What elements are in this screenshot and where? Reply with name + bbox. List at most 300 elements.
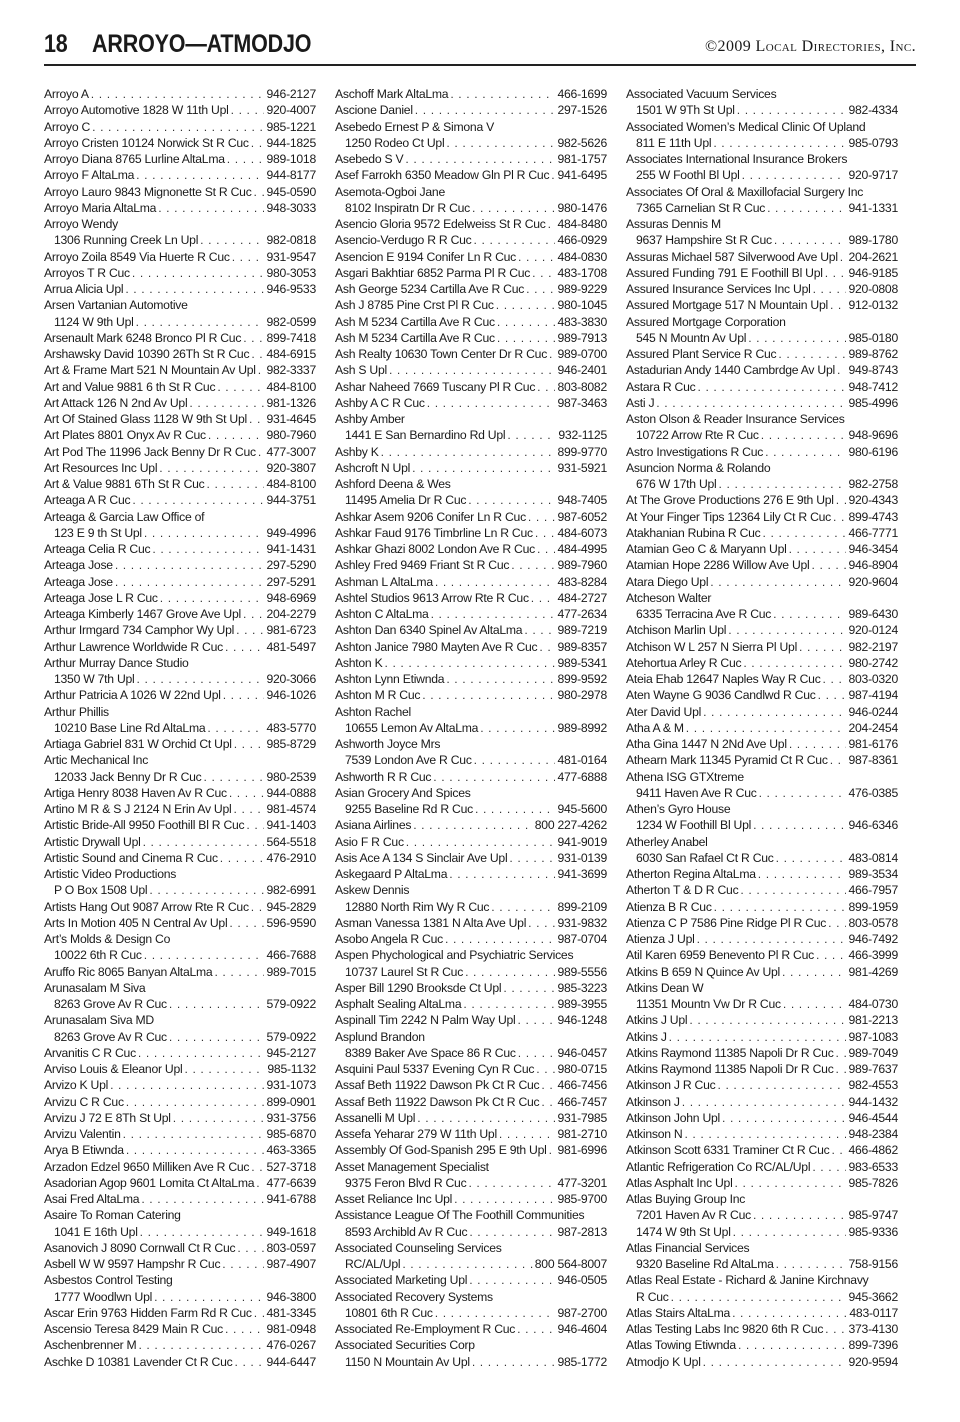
listing-phone: 982-2758 [848,477,898,491]
dot-leader [468,492,555,508]
listing-name: Assured Mortgage Corporation [626,314,786,329]
listing-entry [335,200,607,216]
listing-phone: 989-8762 [848,347,898,361]
listing-phone: 920-9594 [848,1354,898,1369]
dot-leader [669,1029,847,1045]
listing-name: Assefa Yeharar 279 W 11th Upl [335,1127,497,1141]
listing-phone: 484-8100 [266,477,316,491]
listing-name: Atkinson J [626,1094,680,1109]
listing-entry [44,119,316,135]
listing-entry [44,882,316,898]
listing-name: Arroyos T R Cuc [44,265,130,280]
listing-name: Atlas Buying Group Inc [626,1192,746,1206]
listing-phone: 483-3830 [557,314,607,329]
listing-entry [44,817,316,833]
dot-leader [497,314,556,330]
listing-entry [626,1337,898,1353]
listing-phone: 946-3800 [266,1289,316,1304]
listing-phone: 980-1045 [557,298,607,313]
listing-name: Art Pod The 11996 Jack Benny Dr R Cuc [44,444,256,459]
listing-name: Atkins Dean W [626,980,704,995]
listing-entry [44,850,316,866]
listing-entry [44,249,316,265]
listing-name: Artists Hang Out 9087 Arrow Rte R Cuc [44,899,249,914]
listing-entry [626,947,898,963]
listing-phone: 527-3718 [266,1159,316,1174]
listing-phone: 297-5291 [266,574,316,589]
dot-leader [229,785,265,801]
dot-leader [169,1029,265,1045]
listing-entry [626,671,898,687]
listing-phone: 985-0793 [848,135,898,150]
listing-phone: 989-7015 [266,964,316,979]
listing-entry [44,590,316,606]
dot-leader [497,330,556,346]
listing-entry [44,265,316,281]
listing-name: Arthur Patricia A 1026 W 22nd Upl [44,688,221,703]
listing-phone: 981-4269 [848,964,898,979]
listing-phone: 944-1432 [848,1094,898,1109]
listing-phone: 980-2539 [266,769,316,784]
listing-name: Atmodjo K Upl [626,1354,701,1369]
listing-name: 255 W Foothl Bl Upl [636,168,740,183]
dot-leader [536,1061,555,1077]
dot-leader [518,1045,556,1061]
dot-leader [758,866,847,882]
dot-leader [254,184,265,200]
dot-leader [154,1289,264,1305]
dot-leader [251,1159,264,1175]
listing-entry [626,346,898,362]
listing-entry [335,216,607,232]
listing-phone: 920-9717 [848,168,898,183]
listing-phone: 948-6969 [266,590,316,605]
listing-entry [44,671,316,687]
listing-name: 8593 Archibld Av R Cuc [345,1224,468,1239]
listing-name: 9320 Baseline Rd AltaLma [636,1257,774,1271]
listing-entry [335,1272,607,1288]
listing-name: Atkins J [626,1029,667,1044]
listing-entry [44,1175,316,1191]
listing-phone: 987-2700 [557,1305,607,1320]
dot-leader [743,655,846,671]
listing-phone: 985-9700 [557,1192,607,1206]
dot-leader [200,232,264,248]
listing-name: Ash M 5234 Cartilla Ave R Cuc [335,314,495,329]
listing-entry [335,281,607,297]
listing-name: Arvizu Valentin [44,1127,121,1141]
listing-entry [335,704,607,720]
listing-phone: 564-5518 [266,834,316,849]
listing-name: Arroyo A [44,87,89,101]
listing-phone: 477-3007 [266,444,316,459]
listing-entry [44,785,316,801]
listing-phone: 204-2454 [848,720,898,735]
listing-name: Assuras Dennis M [626,217,721,231]
dot-leader [214,964,264,980]
listing-entry [626,509,898,525]
dot-leader [541,1094,555,1110]
listing-entry [626,1272,898,1288]
listing-name: Assembly Of God-Spanish 295 E 9th Upl [335,1143,547,1158]
listing-entry [335,736,607,752]
listing-entry [44,1256,316,1272]
listing-entry [335,119,607,135]
listing-name: Atha A & M [626,720,684,735]
listing-entry [626,1240,898,1256]
listing-name: 8263 Grove Av R Cuc [54,1029,167,1044]
listing-phone: 466-7771 [848,525,898,540]
listing-phone: 989-5341 [557,655,607,670]
listing-entry [44,996,316,1012]
listing-phone: 989-7219 [557,623,607,638]
listing-name: Aruffo Ric 8065 Banyan AltaLma [44,964,213,979]
listing-phone: 980-0715 [557,1062,607,1076]
listing-entry [335,1029,607,1045]
dot-leader [689,1012,846,1028]
listing-name: Atkinson John Upl [626,1110,720,1125]
listing-name: Arshawsky David 10390 26Th St R Cuc [44,347,250,361]
dot-leader [541,1077,555,1093]
dot-leader [496,297,556,313]
dot-leader [141,1191,264,1207]
dot-leader [449,866,555,882]
listing-name: Asset Management Specialist [335,1159,489,1174]
listing-entry [335,1224,607,1240]
listing-entry [335,1240,607,1256]
listing-name: Atkins B 659 N Quince Av Upl [626,964,781,979]
listing-name: Ateia Ehab 12647 Naples Way R Cuc [626,672,821,686]
listing-entry [335,362,607,378]
dot-leader [469,1224,555,1240]
dot-leader [703,704,846,720]
listing-name: Ash S Upl [335,363,387,378]
listing-name: Asis Ace A 134 S Sinclair Ave Upl [335,850,508,865]
listing-phone: 989-7637 [848,1062,898,1076]
listing-name: Atienza B R Cuc [626,899,712,914]
dot-leader [740,882,846,898]
listing-phone: 476-0385 [848,785,898,800]
listing-entry [626,86,898,102]
listing-name: Associated Re-Employment R Cuc [335,1322,516,1336]
dot-leader [258,362,265,378]
listing-name: Associated Women’s Medical Clinic Of Upland [626,119,866,134]
listing-name: Ashtel Studios 9613 Arrow Rte R Cuc [335,590,529,605]
listing-phone: 941-1403 [266,818,316,833]
listing-phone: 987-4194 [848,688,898,703]
listing-entry [626,135,898,151]
listing-name: 8263 Grove Av R Cuc [54,997,167,1011]
dot-leader [767,200,846,216]
listing-name: Asman Vanessa 1381 N Alta Ave Upl [335,915,527,930]
listing-phone: 985-1772 [557,1354,607,1369]
listing-column-3 [626,86,898,1370]
listing-entry [626,1224,898,1240]
listing-entry [626,655,898,671]
listing-entry [44,704,316,720]
dot-leader [251,346,264,362]
dot-leader [222,1256,264,1272]
listing-name: Ashman L AltaLma [335,574,433,589]
dot-leader [251,899,265,915]
listing-name: Atakhanian Rubina R Cuc [626,525,761,540]
listing-entry [44,834,316,850]
page-number: 18 [44,30,68,58]
dot-leader [173,1110,265,1126]
listing-entry [626,1077,898,1093]
listing-phone: 476-2910 [266,850,316,865]
dot-leader [735,1175,847,1191]
dot-leader [531,590,556,606]
listing-name: Assaf Beth 11922 Dawson Pk Ct R Cuc [335,1094,540,1109]
listing-phone: 981-1757 [557,152,607,166]
listing-name: Asquini Paul 5337 Evening Cyn R Cuc [335,1062,535,1076]
listing-phone: 945-5600 [557,802,607,816]
listing-name: 8389 Baker Ave Space 86 R Cuc [345,1045,516,1060]
listing-name: Ashton M R Cuc [335,688,421,703]
listing-name: Artiga Henry 8038 Haven Av R Cuc [44,785,227,800]
listing-name: 1041 E 16th Upl [54,1224,138,1239]
listing-name: 676 W 17th Upl [636,477,717,491]
listing-name: Atil Karen 6959 Benevento Pl R Cuc [626,948,814,963]
listing-entry [335,785,607,801]
dot-leader [491,899,555,915]
dot-leader [830,297,847,313]
listing-name: Atkinson N [626,1127,683,1141]
listing-phone: 931-5921 [557,460,607,475]
dot-leader [818,687,847,703]
listing-entry [44,492,316,508]
listing-name: Art Plates 8801 Onyx Av R Cuc [44,428,206,443]
listing-phone: 946-0244 [848,704,898,719]
dot-leader [126,1142,265,1158]
dot-leader [427,395,556,411]
listing-entry [335,622,607,638]
listing-phone: 204-2621 [848,249,898,264]
listing-name: Arvizu J 72 E 8Th St Upl [44,1110,171,1125]
listing-entry [626,1029,898,1045]
listing-entry [626,785,898,801]
dot-leader [682,1094,847,1110]
listing-entry [335,297,607,313]
listing-phone: 920-4343 [848,493,898,508]
listing-phone: 985-8729 [266,737,316,751]
listing-entry [44,899,316,915]
listing-name: Ash M 5234 Cartilla Ave R Cuc [335,330,495,345]
listing-entry [626,1012,898,1028]
listing-phone: 899-7418 [266,330,316,345]
listing-name: Assured Funding 791 E Foothill Bl Upl [626,265,823,280]
listing-entry [335,671,607,687]
dot-leader [511,557,555,573]
listing-name: Ashley Fred 9469 Friant St R Cuc [335,558,510,573]
listing-phone: 803-0578 [848,915,898,930]
dot-leader [782,964,846,980]
listing-name: Atlas Stairs AltaLma [626,1305,731,1320]
dot-leader [143,834,265,850]
listing-entry [335,639,607,655]
listing-entry [626,411,898,427]
listing-name: Associated Securities Corp [335,1338,475,1353]
dot-leader [776,850,847,866]
listing-name: 811 E 11th Upl [636,135,712,150]
listing-name: Arunasalam Siva MD [44,1013,154,1028]
dot-leader [412,460,555,476]
listing-name: Asobo Angela R Cuc [335,932,443,946]
listing-phone: 803-0320 [848,672,898,686]
dot-leader [243,606,265,622]
listing-phone: 466-0929 [557,233,607,248]
listing-name: 1250 Rodeo Ct Upl [345,135,445,150]
listing-entry [626,1094,898,1110]
listing-name: Assured Insurance Services Inc Upl [626,282,811,296]
dot-leader [115,557,265,573]
listing-entry [626,574,898,590]
listing-name: Asaire To Roman Catering [44,1208,181,1223]
listing-name: Art Attack 126 N 2nd Av Upl [44,395,188,410]
listing-entry [626,216,898,232]
listing-name: Arroyo Lauro 9843 Mignonette St R Cuc [44,184,252,199]
listing-phone: 466-7457 [557,1094,607,1109]
listing-entry [44,346,316,362]
listing-name: At Your Finger Tips 12364 Lily Ct R Cuc [626,509,831,524]
dot-leader [737,102,847,118]
dot-leader [445,931,556,947]
dot-leader [384,655,555,671]
listing-name: Arroyo Automotive 1828 W 11th Upl [44,103,229,118]
listing-phone: 932-1125 [558,428,607,443]
listing-entry [335,525,607,541]
listing-entry [626,801,898,817]
listing-phone: 987-1083 [848,1029,898,1044]
listing-name: Asio F R Cuc [335,834,404,849]
dot-leader [836,1061,847,1077]
listing-phone: 484-6915 [266,347,316,361]
listing-phone: 931-1073 [266,1078,316,1093]
dot-leader [413,817,533,833]
listing-entry [335,557,607,573]
listing-entry [626,964,898,980]
listing-entry [335,866,607,882]
dot-leader [110,1077,264,1093]
dot-leader [472,200,555,216]
listing-phone: 946-4544 [848,1110,898,1125]
dot-leader [831,1142,846,1158]
listing-entry [626,395,898,411]
listing-phone: 477-6639 [266,1175,316,1190]
listing-phone: 946-3454 [848,542,898,556]
listing-phone: 596-9590 [266,915,316,930]
listing-entry [626,444,898,460]
dot-leader [783,996,847,1012]
listing-entry [335,460,607,476]
listing-name: Arroyo F AltaLma [44,168,135,183]
dot-leader [528,915,555,931]
dot-leader [125,281,264,297]
listing-entry [335,265,607,281]
listing-entry [626,557,898,573]
listing-name: Atamian Hope 2286 Willow Ave Upl [626,558,810,573]
listing-phone: 920-9604 [848,574,898,589]
dot-leader [703,1354,847,1370]
dot-leader [463,996,555,1012]
listing-entry [626,817,898,833]
dot-leader [468,1175,555,1191]
listing-phone: 982-3337 [266,363,316,378]
listing-phone: 989-9229 [557,282,607,296]
dot-leader [92,119,264,135]
listing-entry [44,1191,316,1207]
listing-entry [335,1256,607,1272]
listing-phone: 941-6788 [266,1192,316,1206]
listing-entry [335,1289,607,1305]
dot-leader [686,720,847,736]
listing-phone: 899-9592 [557,672,607,686]
listing-phone: 987-2813 [557,1224,607,1239]
dot-leader [759,785,847,801]
listing-name: Atlas Real Estate - Richard & Janine Kirchnavy [626,1273,869,1288]
listing-name: Asset Reliance Inc Upl [335,1192,453,1206]
dot-leader [207,476,265,492]
listing-phone: 483-0814 [848,850,898,865]
listing-column-2 [335,86,607,1370]
listing-entry [44,1207,316,1223]
dot-leader [144,525,265,541]
listing-name: 1474 W 9th St Upl [636,1224,731,1239]
listing-name: Artistic Bride-All 9950 Foothill Bl R Cuc [44,818,245,833]
listing-name: Art Resources Inc Upl [44,460,158,475]
listing-phone: 945-0590 [266,184,316,199]
listing-entry [44,574,316,590]
listing-name: Ashford Deena & Wes [335,477,451,491]
listing-entry [44,687,316,703]
listing-entry [44,752,316,768]
listing-entry [335,1126,607,1142]
listing-entry [44,151,316,167]
listing-name: Arvanitis C R Cuc [44,1045,136,1060]
listing-name: Asencion E 9194 Conifer Ln R Cuc [335,249,517,264]
listing-entry [44,931,316,947]
listing-name: Asencio-Verdugo R R Cuc [335,233,472,248]
listing-name: Arviso Louis & Eleanor Upl [44,1062,183,1076]
listing-phone: 803-8082 [557,379,607,394]
listing-name: Ashcroft N Upl [335,460,411,475]
listing-entry [626,915,898,931]
listing-name: Astro Investigations R Cuc [626,444,764,459]
listing-name: Ater David Upl [626,704,702,719]
listing-name: Ashworth R R Cuc [335,769,432,784]
dot-leader [828,915,846,931]
listing-phone: 981-4574 [266,802,316,816]
listing-name: 1441 E San Bernardino Rd Upl [345,428,506,443]
listing-phone: 920-0124 [848,623,898,638]
listing-phone: 946-0457 [557,1045,607,1060]
listing-phone: 941-1331 [848,200,898,215]
listing-entry [335,541,607,557]
listing-name: Arteaga A R Cuc [44,493,131,508]
listing-entry [626,1159,898,1175]
listing-entry [626,102,898,118]
listing-name: 1777 Woodlwn Upl [54,1289,153,1304]
listing-phone: 579-0922 [266,1029,316,1044]
listing-phone: 899-9770 [557,444,607,459]
listing-entry [626,639,898,655]
listing-phone: 945-2829 [266,899,316,914]
listing-phone: 981-6723 [266,623,316,638]
listing-entry [335,1045,607,1061]
dot-leader [697,379,846,395]
listing-name: Arthur Murray Dance Studio [44,655,189,670]
